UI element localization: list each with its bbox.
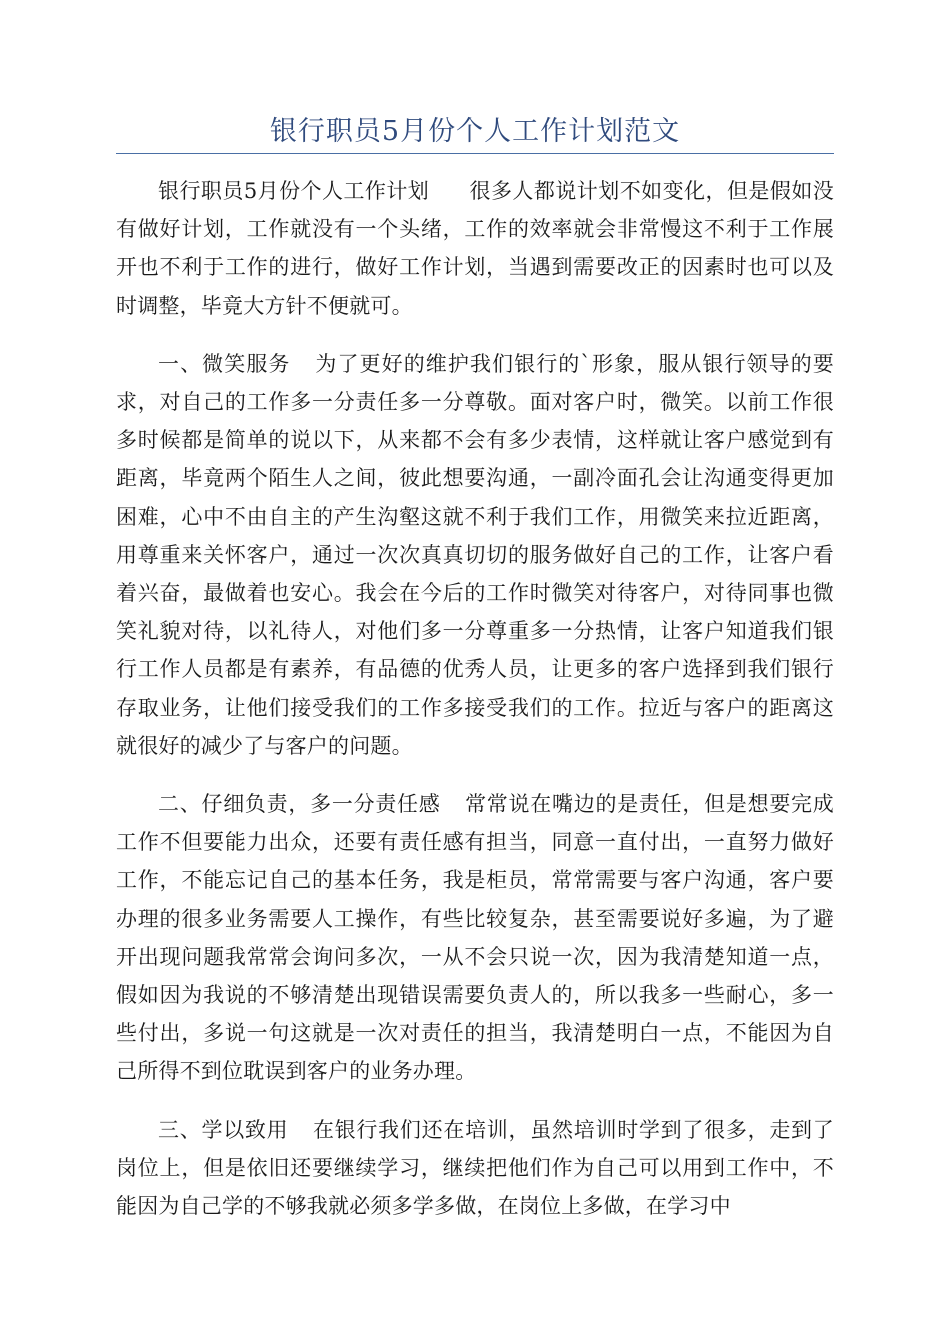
section-heading-1: 一、微笑服务 [158, 351, 291, 376]
section-heading-2: 二、仔细负责，多一分责任感 [158, 792, 441, 817]
intro-text: 很多人都说计划不如变化，但是假如没有做好计划，工作就没有一个头绪，工作的效率就会非常慢这不利于工作展开也不利于工作的进行，做好工作计划，当遇到需要改正的因素时也可以及时调整，毕竟大方针不便就可。 [116, 179, 834, 318]
section-paragraph-1 [116, 345, 834, 765]
section-text-1: 为了更好的维护我们银行的`形象，服从银行领导的要求，对自己的工作多一分责任多一分尊敬。面对客户时，微笑。以前工作很多时候都是简单的说以下，从来都不会有多少表情，这样就让客户感觉到有距离，毕竟两个陌生人之间，彼此想要沟通，一副冷面孔会让沟通变得更加困难，心中不由自主的产生沟壑这就不利于我们工作，用微笑来拉近距离，用尊重来关怀客户，通过一次次真真切切的服务做好自己的工作，让客户看着兴奋，最做着也安心。我会在今后的工作时微笑对待客户，对待同事也微笑礼貌对待，以礼待人，对他们多一分尊重多一分热情，让客户知道我们银行工作人员都是有素养，有品德的优秀人员，让更多的客户选择到我们银行存取业务，让他们接受我们的工作多接受我们的工作。拉近与客户的距离这就很好的减少了与客户的问题。 [116, 351, 834, 758]
section-text-2: 常常说在嘴边的是责任，但是想要完成工作不但要能力出众，还要有责任感有担当，同意一直付出，一直努力做好工作，不能忘记自己的基本任务，我是柜员，常常需要与客户沟通，客户要办理的很多业务需要人工操作，有些比较复杂，甚至需要说好多遍，为了避开出现问题我常常会询问多次，一从不会只说一次，因为我清楚知道一点，假如因为我说的不够清楚出现错误需要负责人的，所以我多一些耐心，多一些付出，多说一句这就是一次对责任的担当，我清楚明白一点，不能因为自己所得不到位耽误到客户的业务办理。 [116, 792, 834, 1084]
section-paragraph-3 [116, 1111, 834, 1226]
document-body [116, 172, 834, 1245]
section-text-3: 在银行我们还在培训，虽然培训时学到了很多，走到了岗位上，但是依旧还要继续学习，继续把他们作为自己可以用到工作中，不能因为自己学的不够我就必须多学多做，在岗位上多做，在学习中 [116, 1117, 834, 1219]
section-paragraph-2 [116, 785, 834, 1091]
intro-paragraph [116, 172, 834, 325]
section-heading-3: 三、学以致用 [158, 1117, 289, 1142]
document-title: 银行职员5月份个人工作计划范文 [269, 116, 681, 147]
intro-lead: 银行职员5月份个人工作计划 [158, 179, 430, 203]
title-underline [116, 153, 834, 154]
